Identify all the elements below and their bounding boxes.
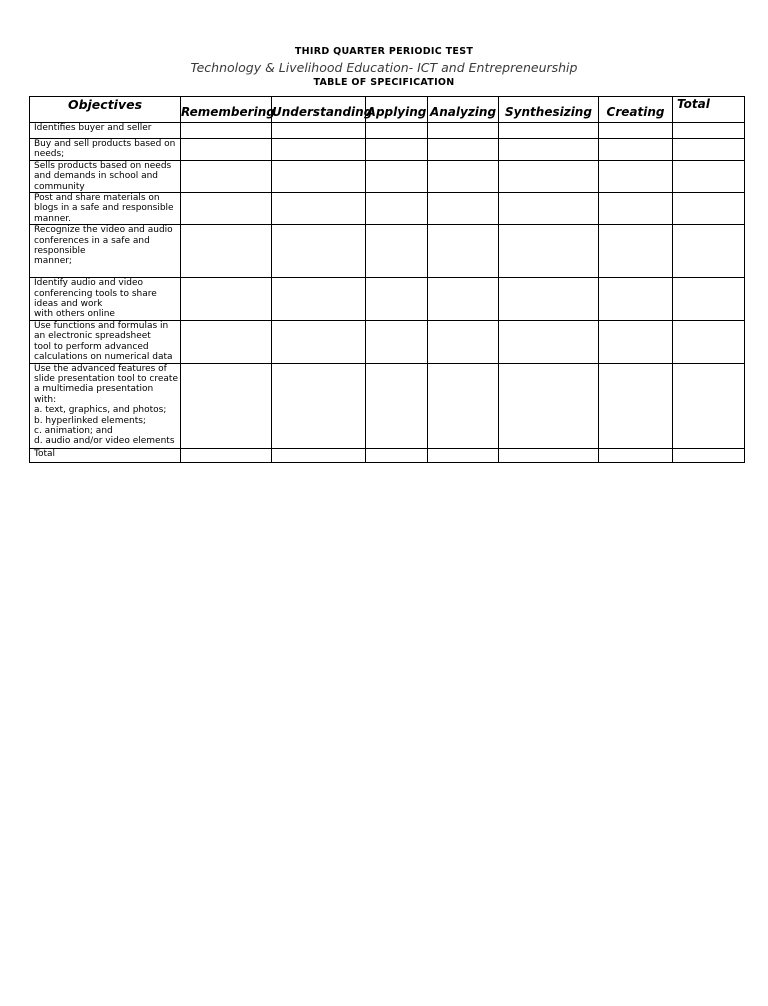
empty-cell: [181, 225, 272, 278]
empty-cell: [181, 160, 272, 192]
header-total: Total: [673, 97, 745, 123]
empty-cell: [673, 448, 745, 462]
header-synthesizing: Synthesizing: [499, 97, 599, 123]
empty-cell: [366, 225, 428, 278]
empty-cell: [499, 448, 599, 462]
empty-cell: [673, 278, 745, 321]
empty-cell: [428, 139, 499, 161]
empty-cell: [499, 139, 599, 161]
subject-title: Technology & Livelihood Education- ICT and Entrepreneurship: [190, 60, 578, 75]
empty-cell: [599, 278, 673, 321]
empty-cell: [499, 225, 599, 278]
specification-table: [29, 96, 745, 463]
header-applying: Applying: [366, 97, 428, 123]
empty-cell: [599, 448, 673, 462]
empty-cell: [428, 160, 499, 192]
empty-cell: [673, 320, 745, 363]
empty-cell: [272, 123, 366, 139]
empty-cell: [599, 193, 673, 225]
table-row: [30, 278, 745, 321]
empty-cell: [673, 363, 745, 448]
document-title: THIRD QUARTER PERIODIC TEST: [294, 46, 474, 57]
empty-cell: [366, 139, 428, 161]
empty-cell: [673, 139, 745, 161]
header-objectives: Objectives: [30, 97, 181, 123]
empty-cell: [366, 363, 428, 448]
empty-cell: [181, 448, 272, 462]
empty-cell: [599, 225, 673, 278]
empty-cell: [499, 123, 599, 139]
objective-cell: Buy and sell products based on needs;: [30, 139, 181, 161]
empty-cell: [181, 139, 272, 161]
objective-cell: Identifies buyer and seller: [30, 123, 181, 139]
empty-cell: [366, 160, 428, 192]
empty-cell: [272, 278, 366, 321]
empty-cell: [272, 225, 366, 278]
empty-cell: [499, 193, 599, 225]
table-row: [30, 193, 745, 225]
empty-cell: [599, 160, 673, 192]
empty-cell: [428, 225, 499, 278]
table-header-row: [30, 97, 745, 123]
table-row: [30, 139, 745, 161]
empty-cell: [599, 123, 673, 139]
empty-cell: [366, 278, 428, 321]
empty-cell: [428, 363, 499, 448]
empty-cell: [428, 193, 499, 225]
empty-cell: [428, 278, 499, 321]
empty-cell: [428, 123, 499, 139]
empty-cell: [272, 448, 366, 462]
table-row: [30, 320, 745, 363]
empty-cell: [428, 448, 499, 462]
empty-cell: [499, 363, 599, 448]
header-understanding: Understanding: [272, 97, 366, 123]
header-remembering: Remembering: [181, 97, 272, 123]
table-row: [30, 225, 745, 278]
empty-cell: [181, 278, 272, 321]
empty-cell: [366, 193, 428, 225]
empty-cell: [181, 193, 272, 225]
objective-cell: Sells products based on needs and demands in school and community: [30, 160, 181, 192]
header-analyzing: Analyzing: [428, 97, 499, 123]
empty-cell: [181, 320, 272, 363]
empty-cell: [366, 320, 428, 363]
empty-cell: [366, 123, 428, 139]
table-row: [30, 123, 745, 139]
objective-cell: Identify audio and video conferencing tools to share ideas and work with others online: [30, 278, 181, 321]
empty-cell: [499, 160, 599, 192]
empty-cell: [428, 320, 499, 363]
empty-cell: [272, 363, 366, 448]
table-row: [30, 160, 745, 192]
empty-cell: [599, 139, 673, 161]
total-row: [30, 448, 745, 462]
empty-cell: [272, 139, 366, 161]
objective-cell: Use the advanced features of slide presentation tool to create a multimedia presentation with: a. text, graphics, and photos; b. hyperlinked elements; c. animation; and d. audio and/or video elements: [30, 363, 181, 448]
empty-cell: [499, 320, 599, 363]
objective-cell: Use functions and formulas in an electronic spreadsheet tool to perform advanced calculations on numerical data: [30, 320, 181, 363]
empty-cell: [272, 320, 366, 363]
empty-cell: [673, 225, 745, 278]
empty-cell: [673, 160, 745, 192]
empty-cell: [599, 363, 673, 448]
table-row: [30, 363, 745, 448]
empty-cell: [673, 123, 745, 139]
empty-cell: [366, 448, 428, 462]
document-subtitle: TABLE OF SPECIFICATION: [313, 77, 455, 88]
empty-cell: [499, 278, 599, 321]
objective-cell: Post and share materials on blogs in a safe and responsible manner.: [30, 193, 181, 225]
empty-cell: [599, 320, 673, 363]
empty-cell: [181, 123, 272, 139]
header-creating: Creating: [599, 97, 673, 123]
empty-cell: [181, 363, 272, 448]
empty-cell: [272, 193, 366, 225]
empty-cell: [272, 160, 366, 192]
empty-cell: [673, 193, 745, 225]
total-label-cell: Total: [30, 448, 181, 462]
objective-cell: Recognize the video and audio conferences in a safe and responsible manner;: [30, 225, 181, 278]
